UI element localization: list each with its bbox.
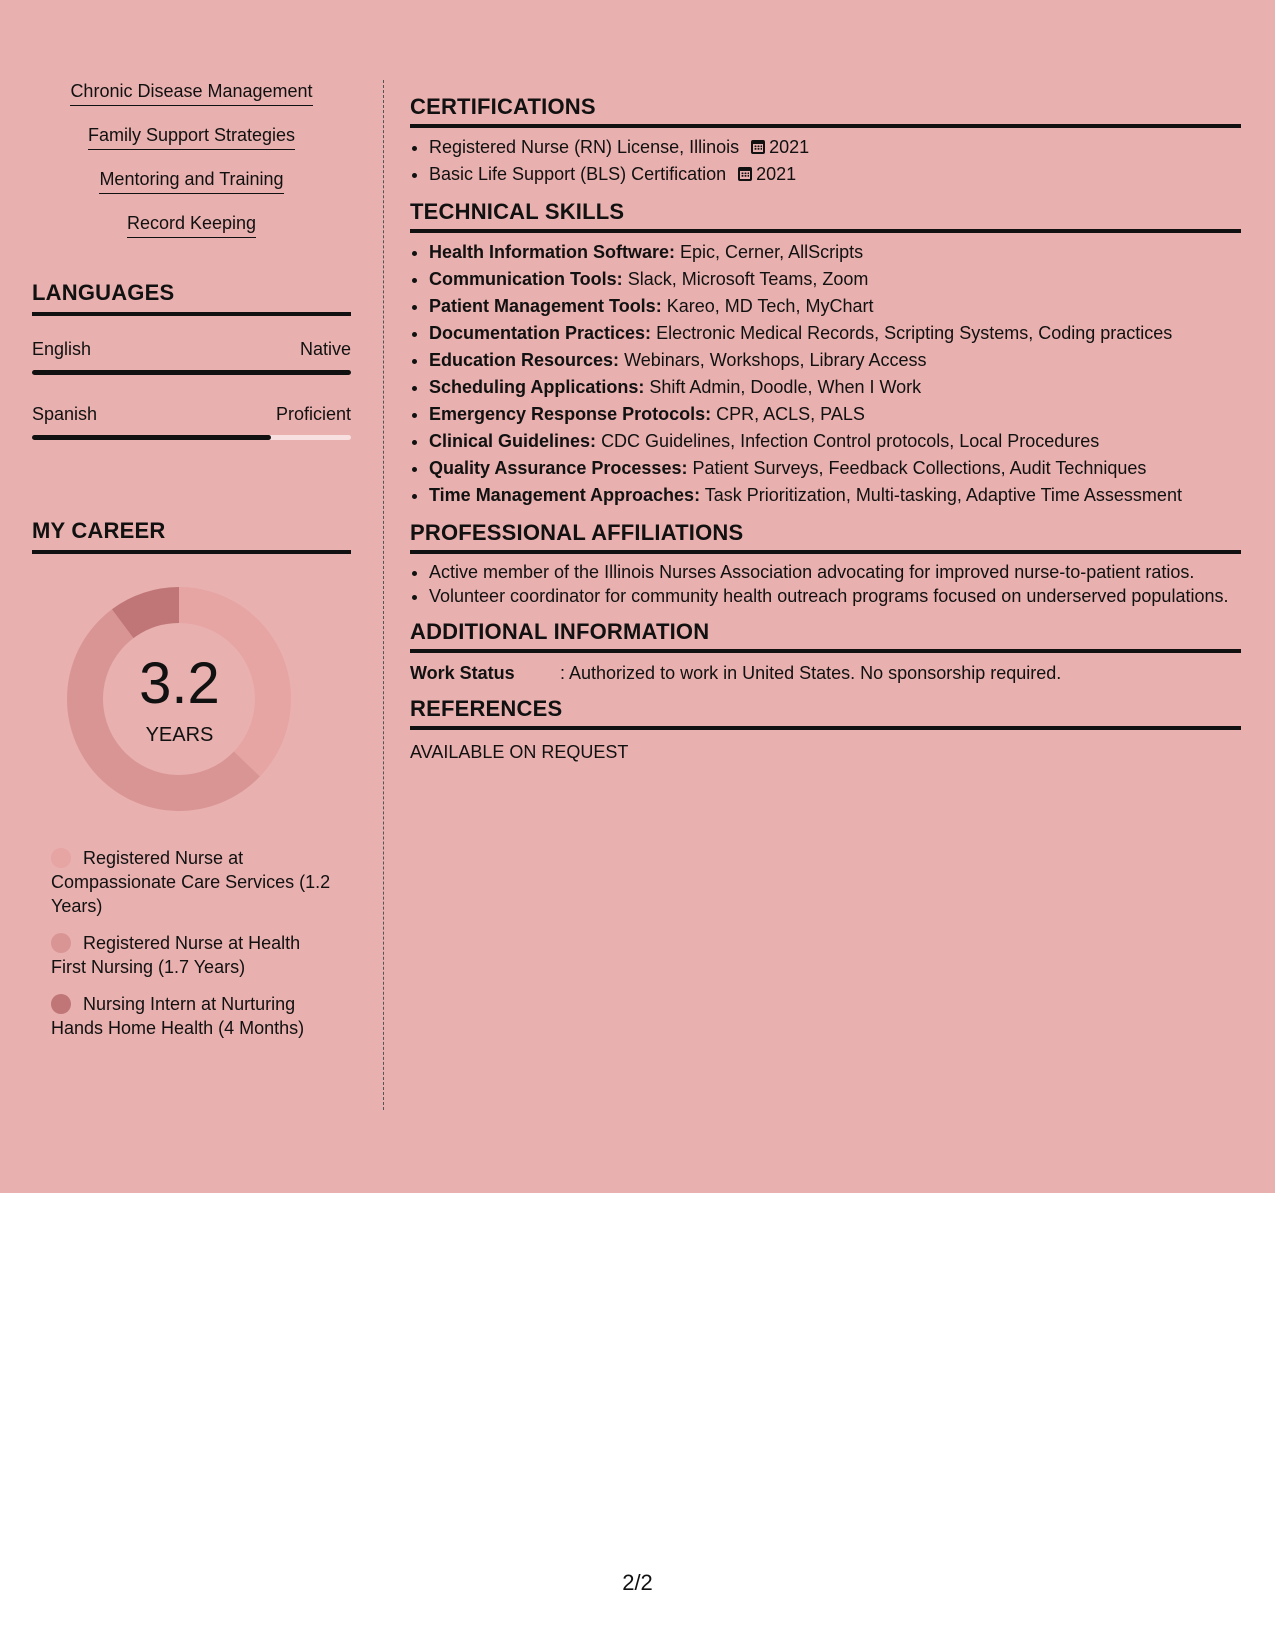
skill-label: Communication Tools: xyxy=(429,269,623,289)
skill-item xyxy=(429,239,1241,266)
skill-tags xyxy=(32,80,351,238)
language-proficiency-bar xyxy=(32,370,351,375)
skill-value: Webinars, Workshops, Library Access xyxy=(624,350,927,370)
legend-item xyxy=(51,992,333,1040)
technical-skills-section xyxy=(410,199,1241,509)
certification-item xyxy=(429,134,1241,161)
skill-value: CDC Guidelines, Infection Control protocols, Local Procedures xyxy=(601,431,1100,451)
skill-label: Education Resources: xyxy=(429,350,620,370)
technical-skills-heading: TECHNICAL SKILLS xyxy=(410,199,1241,233)
work-status-label: Work Status xyxy=(410,663,515,683)
additional-info-section xyxy=(410,619,1241,685)
skill-item xyxy=(429,455,1241,482)
languages-heading: LANGUAGES xyxy=(32,280,351,316)
legend-item xyxy=(51,846,333,918)
skill-value: Shift Admin, Doodle, When I Work xyxy=(649,377,922,397)
skill-tag[interactable]: Record Keeping xyxy=(127,212,256,238)
skill-item xyxy=(429,428,1241,455)
language-spanish xyxy=(32,403,351,440)
career-legend xyxy=(32,846,351,1040)
skill-item xyxy=(429,482,1241,509)
skill-item xyxy=(429,320,1241,347)
work-status-row xyxy=(410,661,1241,685)
language-level: Native xyxy=(299,339,351,359)
skill-value: Kareo, MD Tech, MyChart xyxy=(666,296,874,316)
legend-label: Nursing Intern at Nurturing Hands Home Health (4 Months) xyxy=(51,994,305,1038)
language-english xyxy=(32,338,351,375)
language-proficiency-bar xyxy=(32,435,351,440)
skill-item xyxy=(429,401,1241,428)
career-heading: MY CAREER xyxy=(32,518,351,554)
certifications-section xyxy=(410,94,1241,188)
calendar-icon xyxy=(738,167,752,181)
certification-year: 2021 xyxy=(756,164,797,184)
skill-label: Documentation Practices: xyxy=(429,323,652,343)
calendar-icon xyxy=(751,140,765,154)
sidebar xyxy=(32,80,351,1053)
legend-dot-icon xyxy=(51,848,71,868)
column-divider xyxy=(383,80,384,1110)
skill-item xyxy=(429,374,1241,401)
references-section xyxy=(410,696,1241,763)
legend-label: Registered Nurse at Health First Nursing (1.7 Years) xyxy=(51,933,301,977)
main-content xyxy=(410,94,1241,774)
skill-value: CPR, ACLS, PALS xyxy=(716,404,865,424)
references-heading: REFERENCES xyxy=(410,696,1241,730)
skill-label: Clinical Guidelines: xyxy=(429,431,597,451)
skill-item xyxy=(429,347,1241,374)
language-proficiency-fill xyxy=(32,370,351,375)
skill-value: Epic, Cerner, AllScripts xyxy=(680,242,864,262)
skill-label: Patient Management Tools: xyxy=(429,296,662,316)
page-number: 2/2 xyxy=(622,1570,653,1595)
skill-tag[interactable]: Family Support Strategies xyxy=(88,124,295,150)
skill-tag[interactable]: Mentoring and Training xyxy=(99,168,283,194)
legend-dot-icon xyxy=(51,933,71,953)
career-total-years: 3.2 xyxy=(139,651,220,716)
certification-name: Registered Nurse (RN) License, Illinois xyxy=(429,137,740,157)
skill-item xyxy=(429,266,1241,293)
skill-tag[interactable]: Chronic Disease Management xyxy=(70,80,312,106)
language-proficiency-fill xyxy=(32,435,271,440)
language-name: Spanish xyxy=(32,404,98,424)
skill-value: Patient Surveys, Feedback Collections, Audit Techniques xyxy=(692,458,1147,478)
skill-label: Scheduling Applications: xyxy=(429,377,645,397)
legend-item xyxy=(51,931,333,979)
skill-item xyxy=(429,293,1241,320)
skill-value: Slack, Microsoft Teams, Zoom xyxy=(627,269,869,289)
language-level: Proficient xyxy=(275,404,351,424)
skill-label: Quality Assurance Processes: xyxy=(429,458,688,478)
skill-label: Emergency Response Protocols: xyxy=(429,404,712,424)
affiliations-heading: PROFESSIONAL AFFILIATIONS xyxy=(410,520,1241,554)
legend-dot-icon xyxy=(51,994,71,1014)
certification-year: 2021 xyxy=(769,137,810,157)
additional-info-heading: ADDITIONAL INFORMATION xyxy=(410,619,1241,653)
language-name: English xyxy=(32,339,92,359)
affiliation-item: • Volunteer coordinator for community health outreach programs focused on underserved populations. xyxy=(429,584,1241,608)
affiliations-section xyxy=(410,520,1241,608)
affiliation-item: • Active member of the Illinois Nurses Association advocating for improved nurse-to-patient ratios. xyxy=(429,560,1241,584)
skill-label: Time Management Approaches: xyxy=(429,485,701,505)
certification-name: Basic Life Support (BLS) Certification xyxy=(429,164,727,184)
references-text: AVAILABLE ON REQUEST xyxy=(410,742,629,762)
certification-item xyxy=(429,161,1241,188)
work-status-value: : Authorized to work in United States. No sponsorship required. xyxy=(560,663,1062,683)
legend-label: Registered Nurse at Compassionate Care Services (1.2 Years) xyxy=(51,848,331,916)
skill-value: Task Prioritization, Multi-tasking, Adaptive Time Assessment xyxy=(704,485,1182,505)
skill-label: Health Information Software: xyxy=(429,242,676,262)
career-donut-chart xyxy=(32,582,351,822)
career-total-unit: YEARS xyxy=(145,724,214,746)
certifications-heading: CERTIFICATIONS xyxy=(410,94,1241,128)
skill-value: Electronic Medical Records, Scripting Systems, Coding practices xyxy=(656,323,1173,343)
